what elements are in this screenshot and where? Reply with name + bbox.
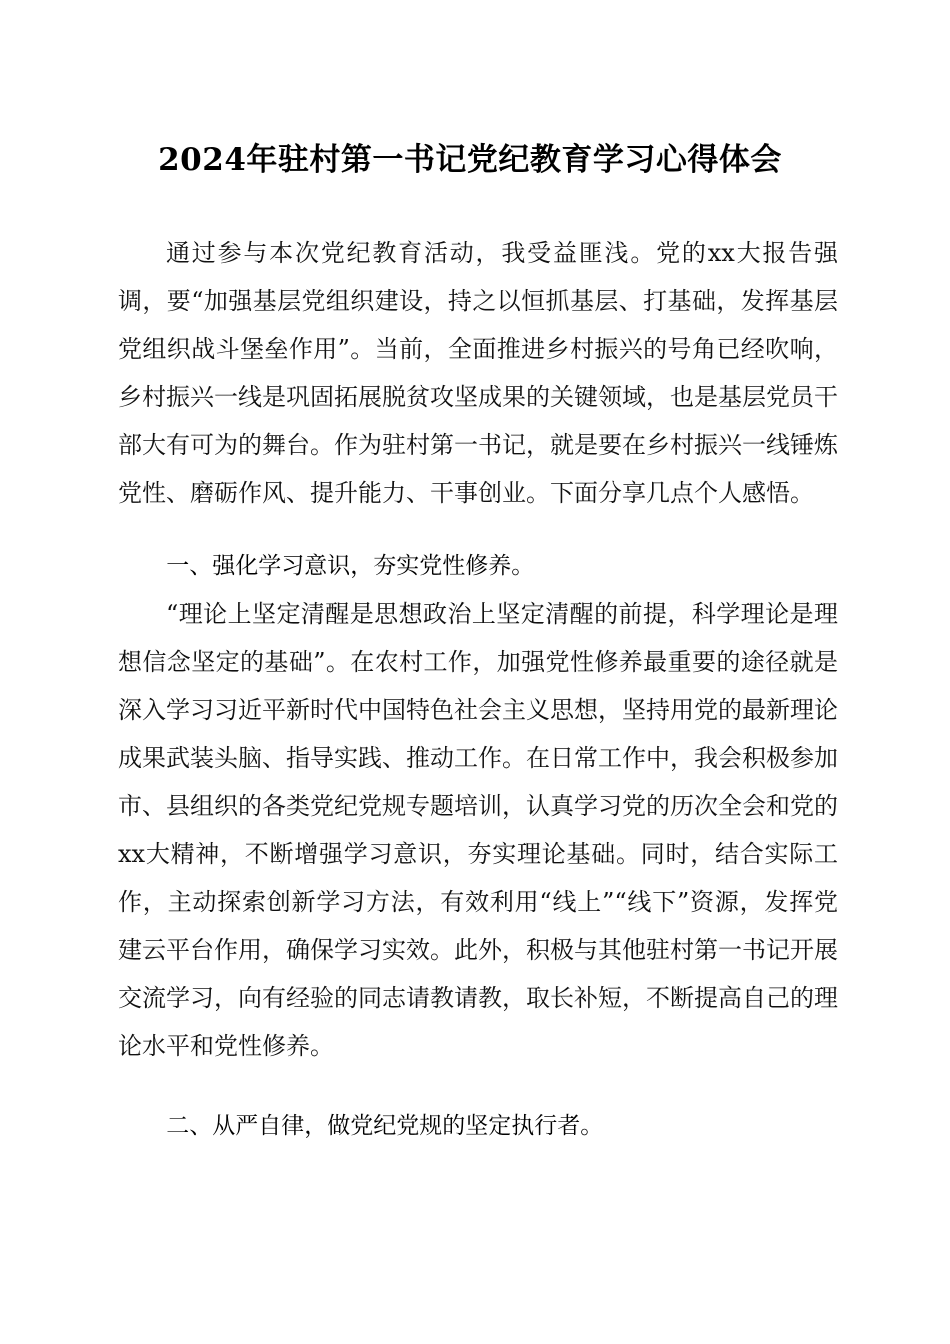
document-title: 2024年驻村第一书记党纪教育学习心得体会 xyxy=(158,142,782,178)
section-1-heading: 一、强化学习意识，夯实党性修养。 xyxy=(166,553,535,579)
section-2-heading: 二、从严自律，做党纪党规的坚定执行者。 xyxy=(166,1113,604,1139)
section-1-paragraph: “理论上坚定清醒是思想政治上坚定清醒的前提，科学理论是理想信念坚定的基础”。在农村工作，加强党性修养最重要的途径就是深入学习习近平新时代中国特色社会主义思想，坚持用党的最新理论成果武装头脑、指导实践、推动工作。在日常工作中，我会积极参加市、县组织的各类党纪党规专题培训，认真学习党的历次全会和党的xx大精神，不断增强学习意识，夯实理论基础。同时，结合实际工作，主动探索创新学习方法，有效利用“线上”“线下”资源，发挥党建云平台作用，确保学习实效。此外，积极与其他驻村第一书记开展交流学习，向有经验的同志请教请教，取长补短，不断提高自己的理论水平和党性修养。 xyxy=(118,600,838,1060)
intro-paragraph: 通过参与本次党纪教育活动，我受益匪浅。党的xx大报告强调，要“加强基层党组织建设，持之以恒抓基层、打基础，发挥基层党组织战斗堡垒作用”。当前，全面推进乡村振兴的号角已经吹响，乡村振兴一线是巩固拓展脱贫攻坚成果的关键领域，也是基层党员干部大有可为的舞台。作为驻村第一书记，就是要在乡村振兴一线锤炼党性、磨砺作风、提升能力、干事创业。下面分享几点个人感悟。 xyxy=(118,239,838,507)
